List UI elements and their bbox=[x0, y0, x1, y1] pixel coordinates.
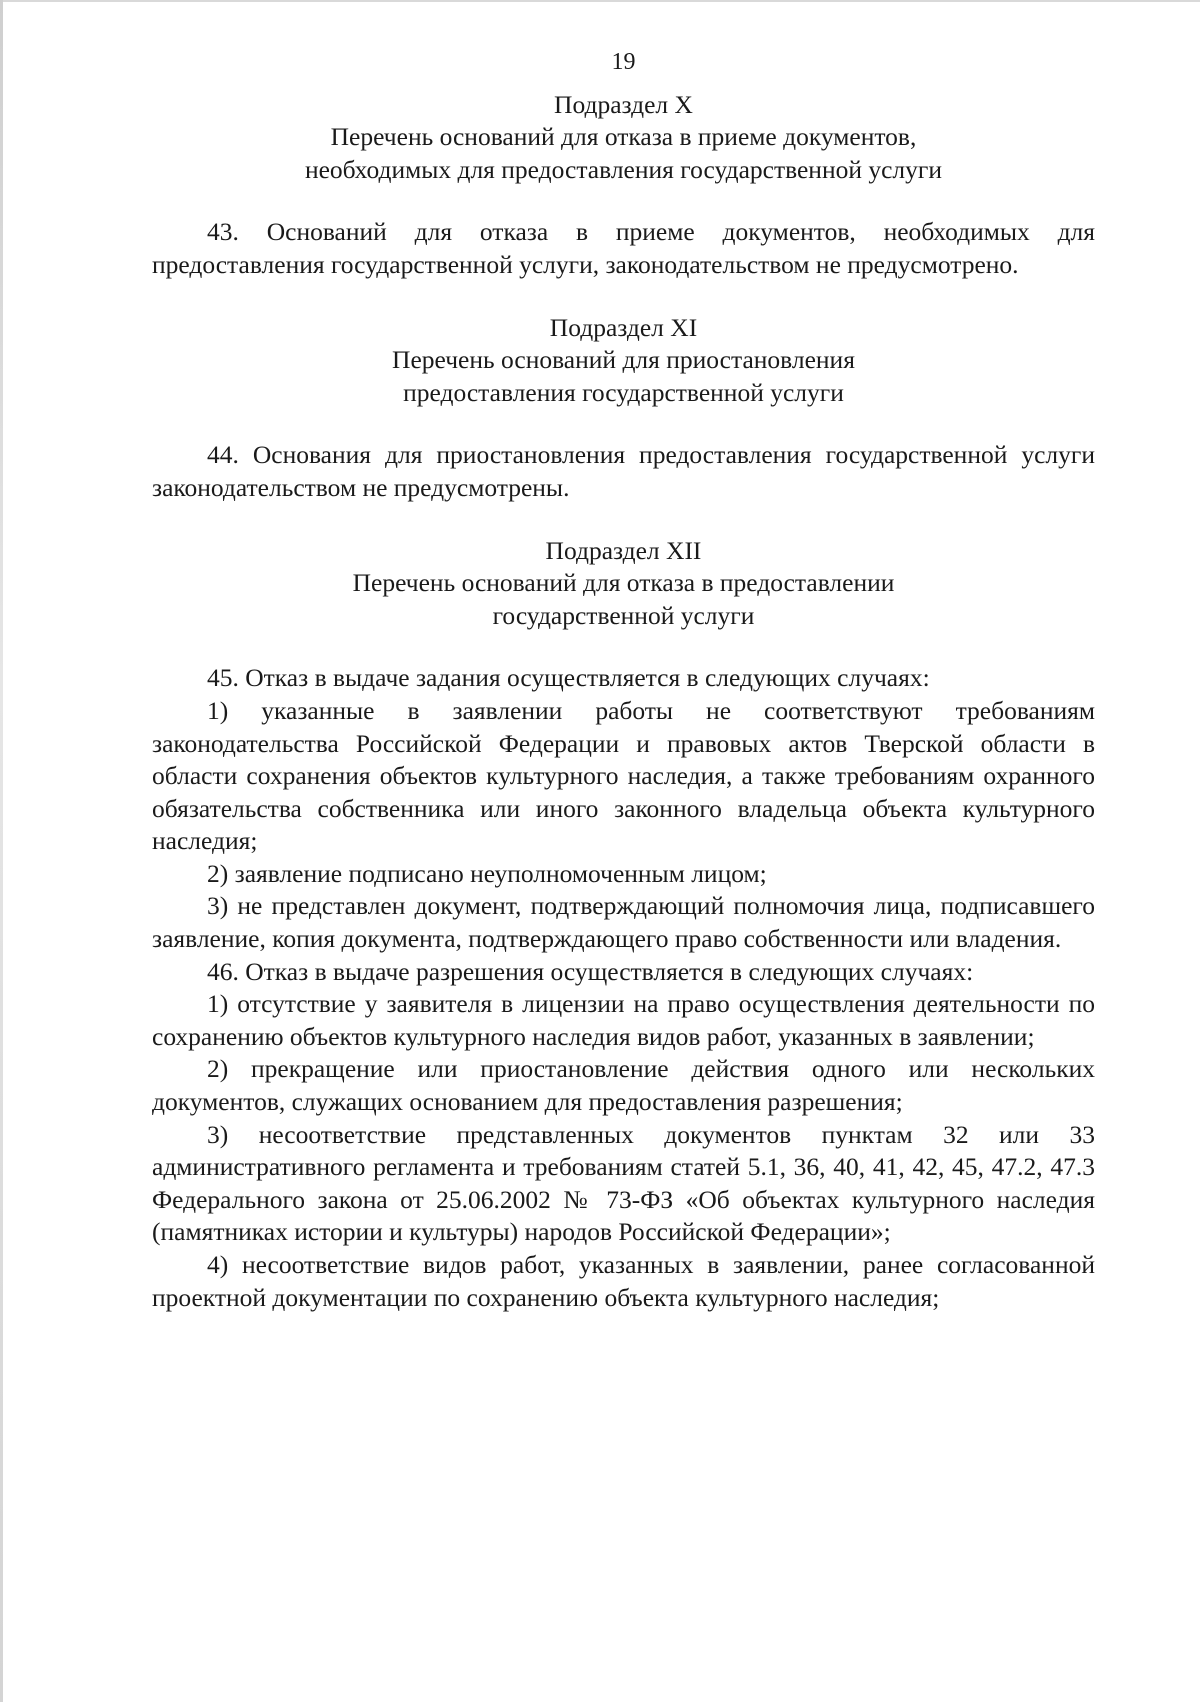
list-item-45-3: 3) не представлен документ, подтверждающий полномочия лица, подписавшего заявление, копия документа, подтверждающего право собственности или владения. bbox=[152, 891, 1095, 954]
scan-edge-left bbox=[0, 0, 3, 1702]
section-heading-xi bbox=[152, 312, 1095, 410]
section-subtitle-line: Перечень оснований для отказа в приеме документов, bbox=[330, 122, 917, 152]
list-item-45-1: 1) указанные в заявлении работы не соответствуют требованиям законодательства Российской Федерации и правовых актов Тверской области в области сохранения объектов культурного наследия, а также требованиям охранного обязательства собственника или иного законного владельца объекта культурного наследия; bbox=[152, 695, 1095, 856]
section-heading-xii bbox=[152, 535, 1095, 633]
paragraph-45: 45. Отказ в выдаче задания осуществляется в следующих случаях: bbox=[207, 663, 930, 693]
list-item-46-4: 4) несоответствие видов работ, указанных в заявлении, ранее согласованной проектной документации по сохранению объекта культурного наследия; bbox=[152, 1250, 1095, 1312]
paragraph-46: 46. Отказ в выдаче разрешения осуществляется в следующих случаях: bbox=[207, 956, 974, 986]
section-heading-x bbox=[152, 89, 1095, 187]
list-item-46-1: 1) отсутствие у заявителя в лицензии на право осуществления деятельности по сохранению объектов культурного наследия видов работ, указанных в заявлении; bbox=[152, 989, 1095, 1051]
document-page bbox=[152, 46, 1095, 1314]
section-title: Подраздел XI bbox=[549, 312, 698, 342]
section-subtitle-line: Перечень оснований для приостановления bbox=[392, 345, 855, 375]
section-subtitle-line: предоставления государственной услуги bbox=[403, 377, 844, 407]
list-item-45-2: 2) заявление подписано неуполномоченным лицом; bbox=[207, 858, 767, 888]
list-item-46-2: 2) прекращение или приостановление действия одного или нескольких документов, служащих основанием для предоставления разрешения; bbox=[152, 1054, 1095, 1117]
section-subtitle-line: государственной услуги bbox=[492, 600, 755, 630]
paragraph-43: 43. Оснований для отказа в приеме документов, необходимых для предоставления государственной услуги, законодательством не предусмотрено. bbox=[152, 217, 1095, 279]
paragraph-44: 44. Основания для приостановления предоставления государственной услуги законодательством не предусмотрены. bbox=[152, 440, 1095, 502]
scan-edge-top bbox=[0, 0, 1200, 2]
page-number: 19 bbox=[611, 49, 636, 75]
section-title: Подраздел XII bbox=[545, 535, 702, 565]
list-item-46-3: 3) несоответствие представленных документов пунктам 32 или 33 административного регламента и требованиям статей 5.1, 36, 40, 41, 42, 45, 47.2, 47.3 Федерального закона от 25.06.2002 № 73-ФЗ «Об объектах культурного наследия (памятниках истории и культуры) народов Российской Федерации»; bbox=[152, 1119, 1095, 1247]
section-title: Подраздел X bbox=[554, 89, 693, 119]
section-subtitle-line: Перечень оснований для отказа в предоставлении bbox=[352, 568, 895, 598]
section-subtitle-line: необходимых для предоставления государственной услуги bbox=[304, 154, 943, 184]
